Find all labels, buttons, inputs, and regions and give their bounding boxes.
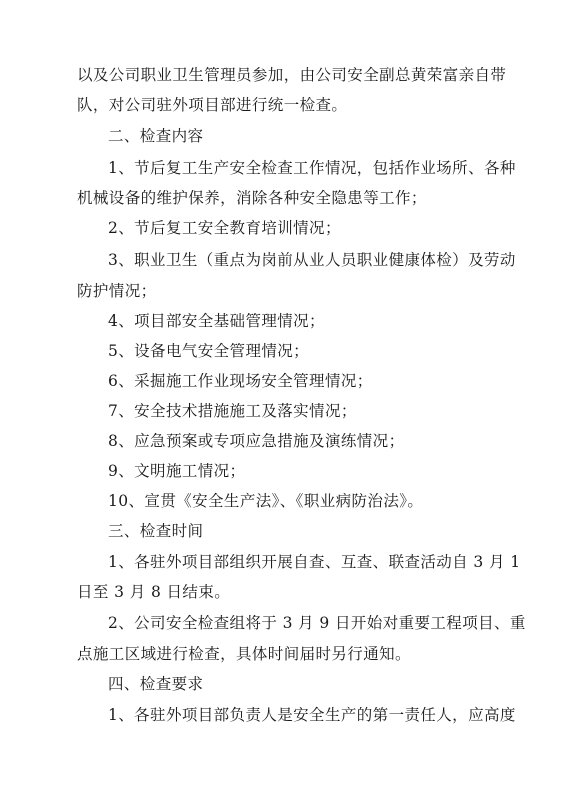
text-line: 队，对公司驻外项目部进行统一检查。 [77,96,348,114]
text-line: 6、采掘施工作业现场安全管理情况； [108,372,373,390]
text-line: 以及公司职业卫生管理员参加，由公司安全副总黄荣富亲自带 [77,66,507,84]
text-line: 1、各驻外项目部负责人是安全生产的第一责任人，应高度 [108,706,516,724]
text-line: 2、节后复工安全教育培训情况； [108,219,341,237]
text-line: 7、安全技术措施施工及落实情况； [108,402,357,420]
text-line: 日至 3 月 8 日结束。 [77,583,231,601]
text-line: 机械设备的维护保养，消除各种安全隐患等工作； [77,189,427,207]
text-line: 9、文明施工情况； [108,462,246,480]
text-line: 4、项目部安全基础管理情况； [108,312,325,330]
section-heading: 三、检查时间 [108,522,204,540]
text-line: 2、公司安全检查组将于 3 月 9 日开始对重要工程项目、重 [108,614,526,632]
text-line: 8、应急预案或专项应急措施及演练情况； [108,432,405,450]
section-heading: 四、检查要求 [108,675,204,693]
text-line: 5、设备电气安全管理情况； [108,342,310,360]
text-line: 防护情况； [77,282,157,300]
text-line: 10、宣贯《安全生产法》、《职业病防治法》。 [108,492,424,510]
section-heading: 二、检查内容 [108,127,204,145]
text-line: 点施工区域进行检查，具体时间届时另行通知。 [77,645,411,663]
text-line: 1、各驻外项目部组织开展自查、互查、联查活动自 3 月 1 [108,553,521,571]
text-line: 3、职业卫生（重点为岗前从业人员职业健康体检）及劳动 [108,251,516,269]
text-line: 1、节后复工生产安全检查工作情况，包括作业场所、各种 [108,159,516,177]
